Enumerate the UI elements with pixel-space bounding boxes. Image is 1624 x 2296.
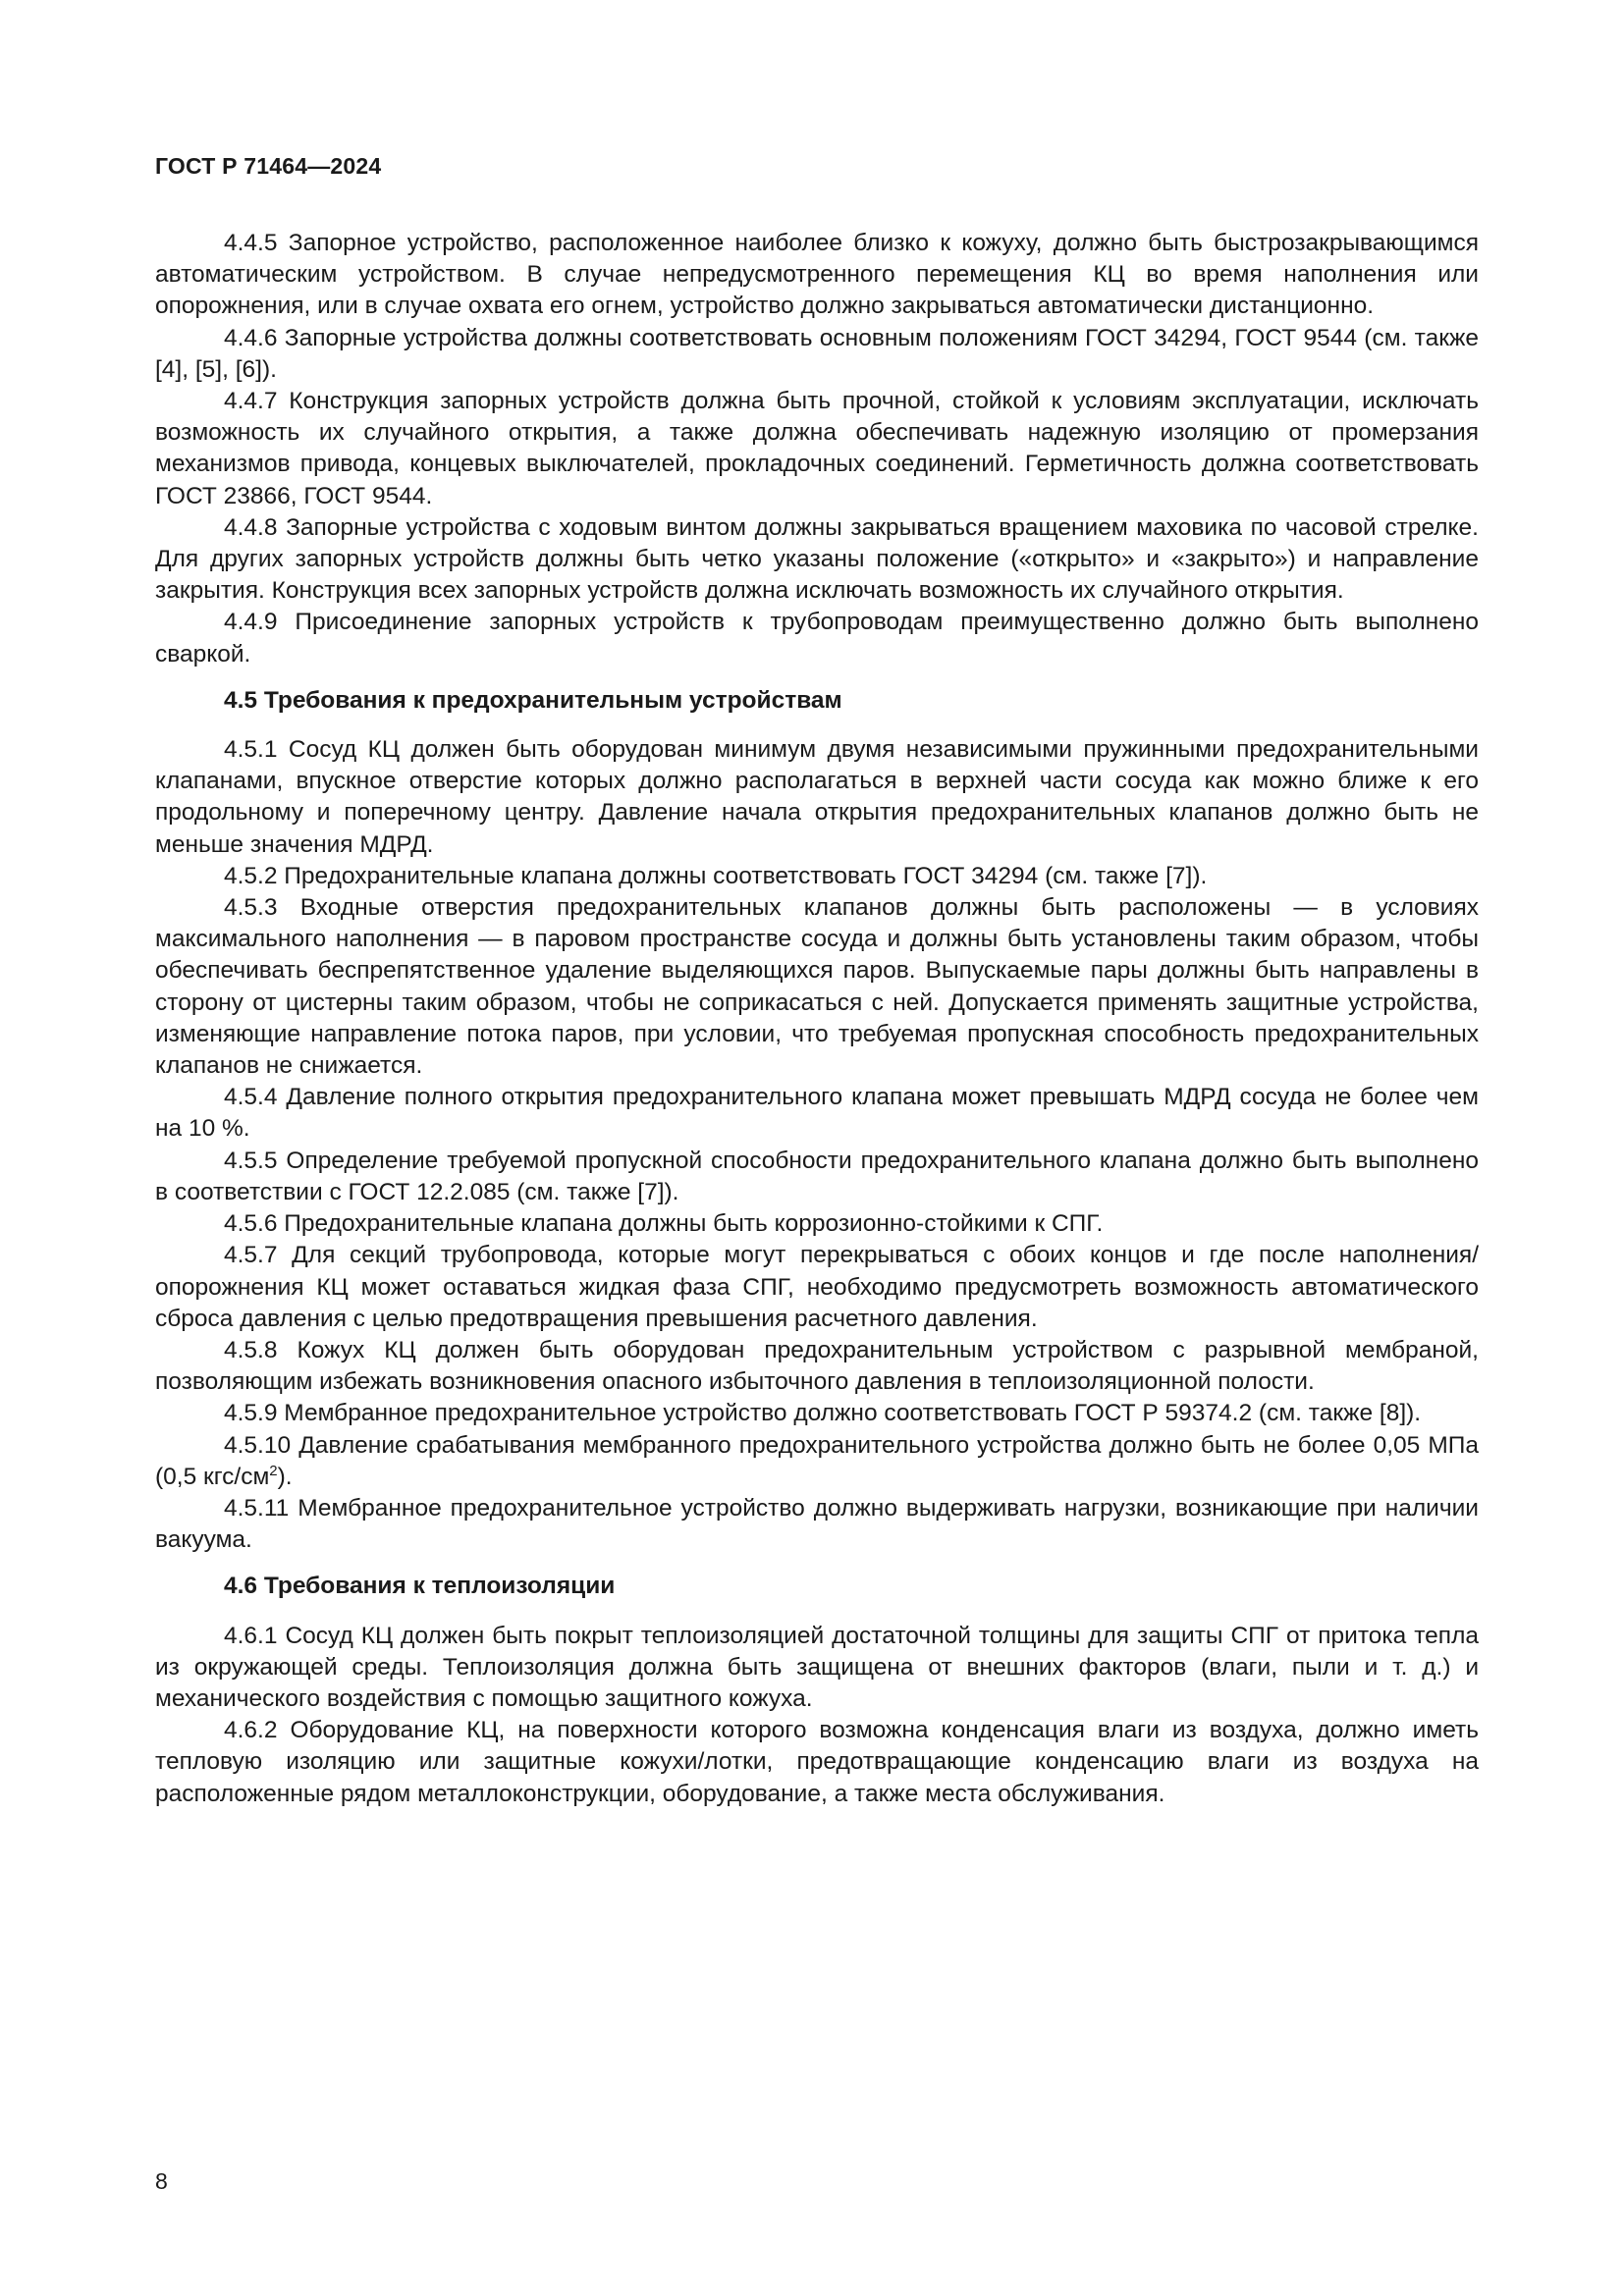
paragraph-4-4-6: 4.4.6 Запорные устройства должны соответствовать основным положениям ГОСТ 34294, ГОСТ 9544 (см. также [4], [5], [6]). [155,324,1479,383]
paragraph-4-5-10-end: ). [277,1463,293,1490]
paragraph-4-5-6: 4.5.6 Предохранительные клапана должны быть коррозионно-стойкими к СПГ. [224,1210,1104,1238]
paragraph-4-5-7: 4.5.7 Для секций трубопровода, которые могут перекрываться с обоих концов и где после наполнения/опорожнения КЦ может оставаться жидкая фаза СПГ, необходимо предусмотреть возможность автоматического сброса давления с целью предотвращения превышения расчетного давления. [155,1242,1479,1332]
paragraph-4-5-9: 4.5.9 Мембранное предохранительное устройство должно соответствовать ГОСТ Р 59374.2 (см. также [8]). [224,1400,1422,1427]
superscript-2: 2 [269,1462,278,1479]
paragraph-4-4-9: 4.4.9 Присоединение запорных устройств к трубопроводам преимущественно должно быть выполнено сваркой. [155,609,1479,667]
section-heading-4-6: 4.6 Требования к теплоизоляции [224,1573,616,1600]
paragraph-4-5-8: 4.5.8 Кожух КЦ должен быть оборудован предохранительным устройством с разрывной мембраной, позволяющим избежать возникновения опасного избыточного давления в теплоизоляционной полости. [155,1336,1479,1396]
paragraph-4-5-10-text: 4.5.10 Давление срабатывания мембранного предохранительного устройства должно быть не более 0,05 МПа (0,5 кгс/см [155,1431,1479,1490]
paragraph-4-5-4: 4.5.4 Давление полного открытия предохранительного клапана может превышать МДРД сосуда не более чем на 10 %. [155,1084,1479,1143]
paragraph-4-6-1: 4.6.1 Сосуд КЦ должен быть покрыт теплоизоляцией достаточной толщины для защиты СПГ от притока тепла из окружающей среды. Теплоизоляция должна быть защищена от внешних факторов (влаги, пыли и т. д.) и механического воздействия с помощью защитного кожуха. [155,1622,1479,1712]
paragraph-4-6-2: 4.6.2 Оборудование КЦ, на поверхности которого возможна конденсация влаги из воздуха, должно иметь тепловую изоляцию или защитные кожухи/лотки, предотвращающие конденсацию влаги из воздуха на расположенные рядом металлоконструкции, оборудование, а также места обслуживания. [155,1717,1479,1807]
paragraph-4-5-5: 4.5.5 Определение требуемой пропускной способности предохранительного клапана должно быть выполнено в соответствии с ГОСТ 12.2.085 (см. также [7]). [155,1147,1479,1205]
paragraph-4-4-5: 4.4.5 Запорное устройство, расположенное наиболее близко к кожуху, должно быть быстрозакрывающимся автоматическим устройством. В случае непредусмотренного перемещения КЦ во время наполнения или опорожнения, или в случае охвата его огнем, устройство должно закрываться автоматически дистанционно. [155,230,1479,320]
paragraph-4-5-3: 4.5.3 Входные отверстия предохранительных клапанов должны быть расположены — в условиях максимального наполнения — в паровом пространстве сосуда и должны быть установлены таким образом, чтобы обеспечивать беспрепятственное удаление выделяющихся паров. Выпускаемые пары должны быть направлены в сторону от цистерны таким образом, чтобы не соприкасаться с ней. Допускается применять защитные устройства, изменяющие направление потока паров, при условии, что требуемая пропускная способность предохранительных клапанов не снижается. [155,894,1479,1080]
document-body [155,228,1479,1810]
paragraph-4-5-11: 4.5.11 Мембранное предохранительное устройство должно выдерживать нагрузки, возникающие при наличии вакуума. [155,1494,1479,1554]
paragraph-4-5-2: 4.5.2 Предохранительные клапана должны соответствовать ГОСТ 34294 (см. также [7]). [224,862,1208,889]
paragraph-4-5-1: 4.5.1 Сосуд КЦ должен быть оборудован минимум двумя независимыми пружинными предохранительными клапанами, впускное отверстие которых должно располагаться в верхней части сосуда как можно ближе к его продольному и поперечному центру. Давление начала открытия предохранительных клапанов должно быть не меньше значения МДРД. [155,736,1479,858]
paragraph-4-4-7: 4.4.7 Конструкция запорных устройств должна быть прочной, стойкой к условиям эксплуатации, исключать возможность их случайного открытия, а также должна обеспечивать надежную изоляцию от промерзания механизмов привода, концевых выключателей, прокладочных соединений. Герметичность должна соответствовать ГОСТ 23866, ГОСТ 9544. [155,388,1479,509]
paragraph-4-4-8: 4.4.8 Запорные устройства с ходовым винтом должны закрываться вращением маховика по часовой стрелке. Для других запорных устройств должны быть четко указаны положение («открыто» и «закрыто») и направление закрытия. Конструкция всех запорных устройств должна исключать возможность их случайного открытия. [155,513,1479,605]
section-heading-4-5: 4.5 Требования к предохранительным устройствам [224,686,842,714]
document-header-code: ГОСТ Р 71464—2024 [155,153,382,179]
page-number: 8 [155,2168,168,2194]
paragraph-4-5-10 [155,1430,1479,1493]
